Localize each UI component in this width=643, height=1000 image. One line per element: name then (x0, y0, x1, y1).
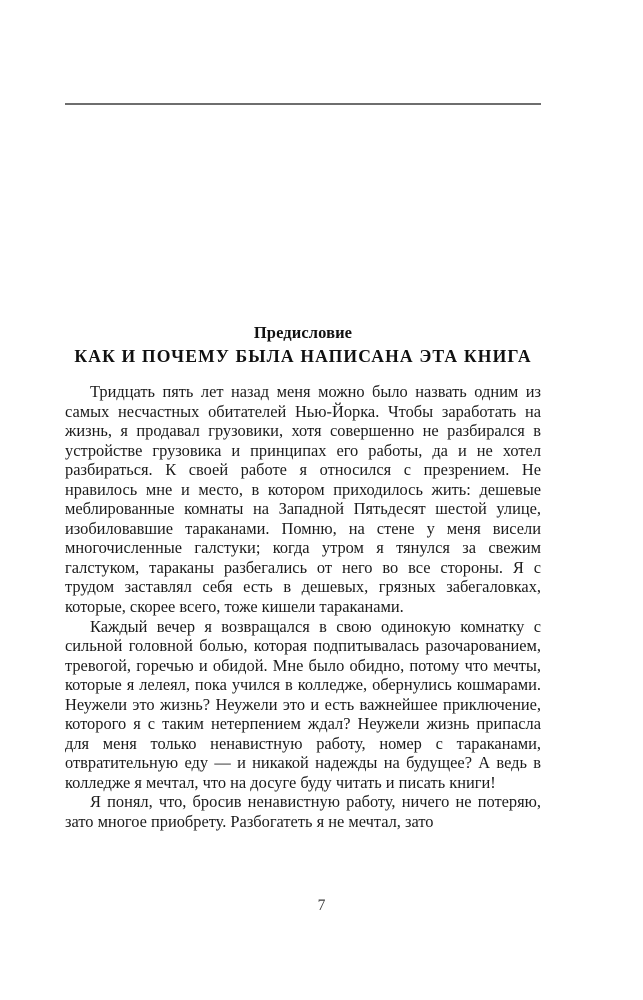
page-number: 7 (317, 897, 326, 914)
chapter-heading-block (65, 322, 541, 368)
chapter-kicker: Предисловие (253, 323, 353, 342)
horizontal-rule-icon (65, 103, 541, 105)
chapter-title: КАК И ПОЧЕМУ БЫЛА НАПИСАНА ЭТА КНИГА (74, 346, 532, 366)
paragraph: Я понял, что, бросив ненавистную работу, ничего не потеряю, зато многое приобрету. Разбогатеть я не мечтал, зато (65, 792, 541, 832)
text-column (65, 322, 541, 832)
body-copy (65, 382, 541, 832)
paragraph: Тридцать пять лет назад меня можно было назвать одним из самых несчастных обитателей Нью-Йорка. Чтобы заработать на жизнь, я продавал грузовики, хотя совершенно не разбирался в устройстве грузовика и принципах его работы, да и не хотел разбираться. К своей работе я относился с презрением. Не нравилось мне и место, в котором приходилось жить: дешевые меблированные комнаты на Западной Пятьдесят шестой улице, изобиловавшие тараканами. Помню, на стене у меня висели многочисленные галстуки; когда утром я тянулся за свежим галстуком, тараканы разбегались от него во все стороны. Я с трудом заставлял себя есть в дешевых, грязных забегаловках, которые, скорее всего, тоже кишели тараканами. (65, 382, 541, 617)
header-rule-container (0, 98, 643, 110)
paragraph: Каждый вечер я возвращался в свою одинокую комнатку с сильной головной болью, которая подпитывалась разочарованием, тревогой, горечью и обидой. Мне было обидно, потому что мечты, которые я лелеял, пока учился в колледже, обернулись кошмарами. Неужели это жизнь? Неужели это и есть важнейшее приключение, которого я с таким нетерпением ждал? Неужели жизнь припасла для меня только ненавистную работу, номер с тараканами, отвратительную еду — и никакой надежды на будущее? А ведь в колледже я мечтал, что на досуге буду читать и писать книги! (65, 616, 541, 792)
